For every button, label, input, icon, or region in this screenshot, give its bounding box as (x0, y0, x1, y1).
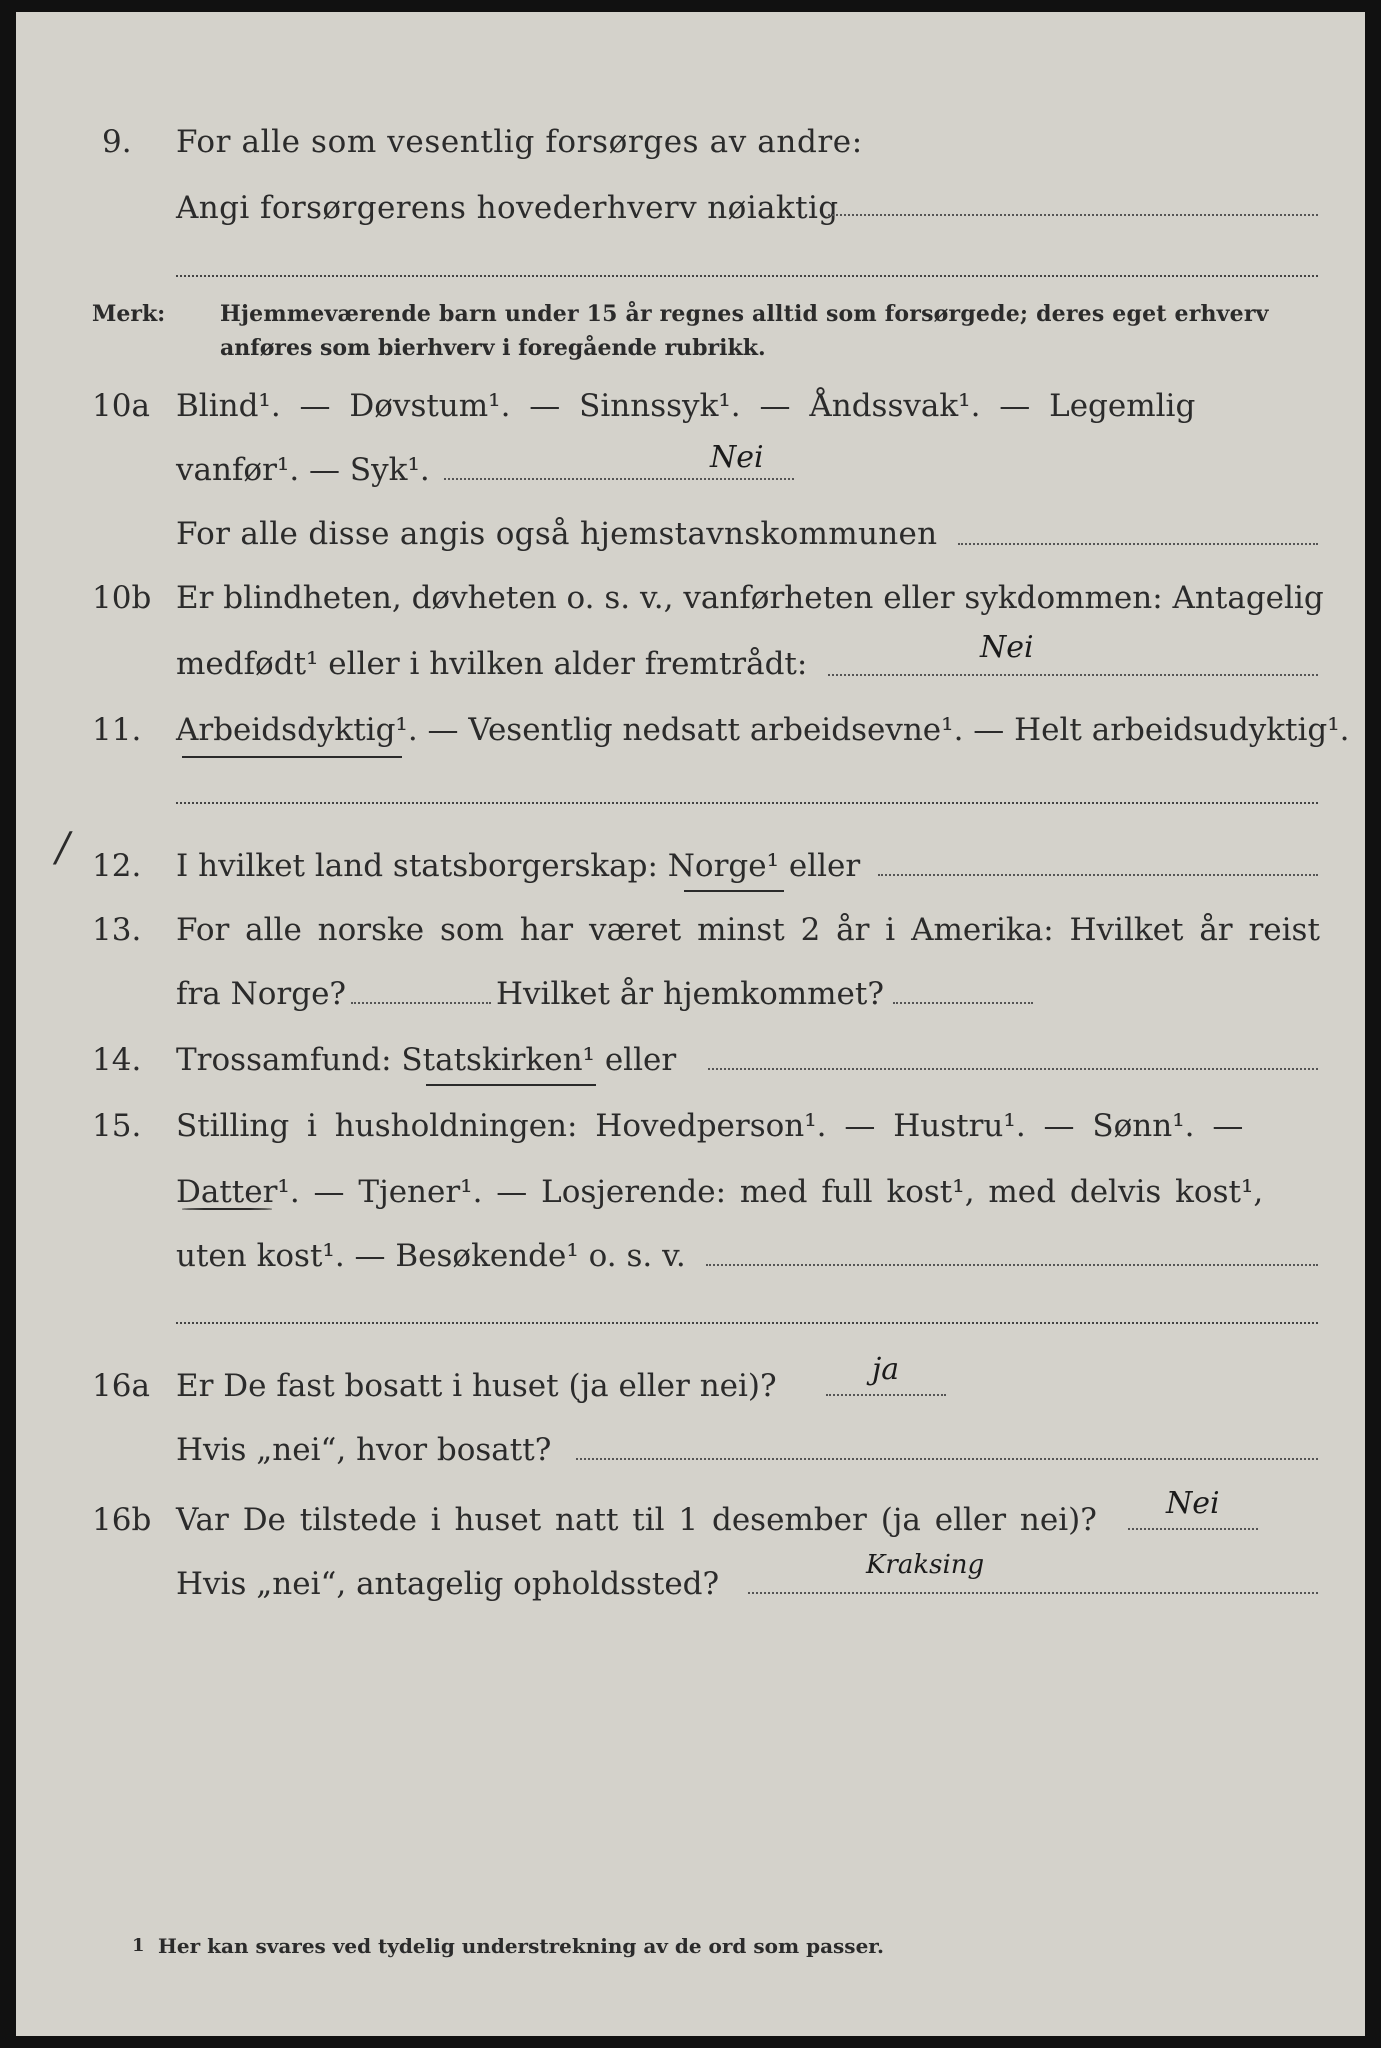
q14-line1: Trossamfund: Statskirken¹ eller (176, 1042, 677, 1078)
q15-second-line (176, 1322, 1318, 1324)
q11-answer-line[interactable] (176, 802, 1318, 804)
q10b-line2: medfødt¹ eller i hvilken alder fremtrådt: (176, 646, 808, 682)
margin-check-mark: / (56, 825, 70, 871)
q13-number: 13. (92, 912, 142, 948)
q11-line1: Arbeidsdyktig¹. — Vesentlig nedsatt arbeidsevne¹. — Helt arbeidsudyktig¹. (176, 712, 1350, 748)
q16a-number: 16a (92, 1368, 150, 1404)
q10a-number: 10a (92, 388, 150, 424)
q13-line2a: fra Norge? (176, 976, 347, 1012)
q9-line1: For alle som vesentlig forsørges av andre: (176, 124, 863, 160)
q9-answer-line[interactable] (828, 214, 1318, 216)
q15-line2: Datter¹. — Tjener¹. — Losjerende: med full kost¹, med delvis kost¹, (176, 1174, 1264, 1210)
q15-number: 15. (92, 1108, 142, 1144)
q13-departure-line[interactable] (351, 1002, 491, 1004)
q16a-line1: Er De fast bosatt i huset (ja eller nei)? (176, 1368, 777, 1404)
q10a-answer-line[interactable] (444, 478, 794, 480)
q15-answer-line[interactable] (706, 1264, 1318, 1266)
q10a-line3: For alle disse angis også hjemstavnskommunen (176, 516, 938, 552)
q16b-answer: Nei (1166, 1486, 1220, 1521)
q14-number: 14. (92, 1042, 142, 1078)
q12-answer-line[interactable] (878, 874, 1318, 876)
q13-line1: For alle norske som har været minst 2 år i Amerika: Hvilket år reist (176, 912, 1320, 948)
q16b-location-answer: Kraksing (866, 1550, 985, 1580)
q10b-number: 10b (92, 580, 152, 616)
q11-number: 11. (92, 712, 142, 748)
q10a-answer: Nei (710, 440, 764, 475)
q12-line1: I hvilket land statsborgerskap: Norge¹ eller (176, 848, 861, 884)
q16a-residence-line[interactable] (576, 1458, 1318, 1460)
q13-line2b: Hvilket år hjemkommet? (496, 976, 884, 1012)
q15-datter-mark (182, 1208, 272, 1210)
q10a-hometown-line[interactable] (958, 543, 1318, 545)
q16a-answer: ja (872, 1352, 900, 1387)
q13-return-line[interactable] (893, 1002, 1033, 1004)
q16b-answer-line[interactable] (1128, 1528, 1258, 1530)
footnote-text: Her kan svares ved tydelig understrekning av de ord som passer. (158, 1934, 884, 1958)
merk-line2: anføres som bierhverv i foregående rubrikk. (220, 335, 766, 361)
q16a-line2: Hvis „nei“, hvor bosatt? (176, 1432, 552, 1468)
q10b-answer-line[interactable] (828, 674, 1318, 676)
q12-number: 12. (92, 848, 142, 884)
q16b-line2: Hvis „nei“, antagelig opholdssted? (176, 1566, 720, 1602)
q16b-location-line[interactable] (748, 1592, 1318, 1594)
q9-line2: Angi forsørgerens hovederhverv nøiaktig (176, 190, 839, 226)
footnote-mark: 1 (132, 1935, 145, 1956)
q11-arbeidsdyktig-underline (182, 756, 402, 758)
merk-line1: Hjemmeværende barn under 15 år regnes alltid som forsørgede; deres eget erhverv (220, 301, 1269, 327)
q14-answer-line[interactable] (708, 1068, 1318, 1070)
q16b-line1: Var De tilstede i huset natt til 1 desember (ja eller nei)? (176, 1502, 1097, 1538)
q10a-line2: vanfør¹. — Syk¹. (176, 452, 430, 488)
q16b-number: 16b (92, 1502, 152, 1538)
merk-label: Merk: (92, 301, 166, 327)
q10b-answer: Nei (980, 630, 1034, 665)
census-form-page (16, 12, 1365, 2036)
q9-second-line (176, 275, 1318, 277)
q10b-line1: Er blindheten, døvheten o. s. v., vanførheten eller sykdommen: Antagelig (176, 580, 1324, 616)
q12-norge-underline (684, 890, 784, 892)
q10a-line1: Blind¹. — Døvstum¹. — Sinnssyk¹. — Åndssvak¹. — Legemlig (176, 388, 1196, 424)
q15-line3: uten kost¹. — Besøkende¹ o. s. v. (176, 1238, 686, 1274)
q14-statskirken-underline (426, 1084, 596, 1086)
q16a-answer-line[interactable] (826, 1394, 946, 1396)
q15-line1: Stilling i husholdningen: Hovedperson¹. — Hustru¹. — Sønn¹. — (176, 1108, 1244, 1144)
q9-number: 9. (102, 124, 132, 160)
